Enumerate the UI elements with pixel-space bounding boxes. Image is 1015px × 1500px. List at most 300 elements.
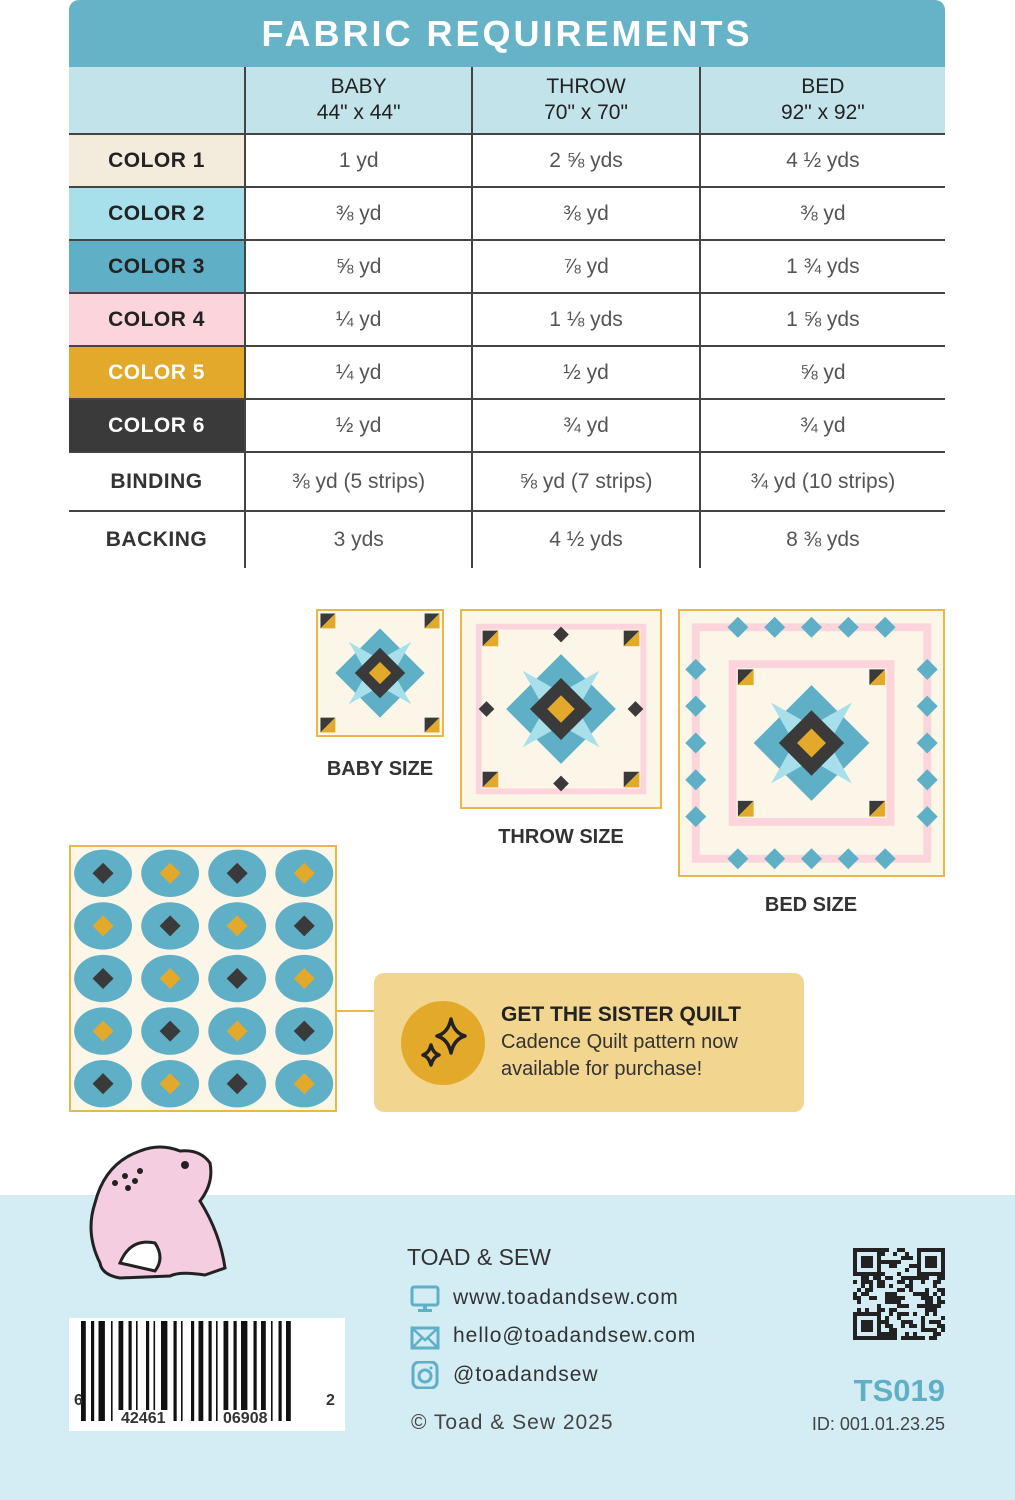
qr-module	[897, 1248, 901, 1252]
qr-module	[917, 1304, 921, 1308]
qr-module	[917, 1256, 921, 1260]
qr-module	[909, 1324, 913, 1328]
qr-module	[853, 1328, 857, 1332]
barcode-bar	[261, 1321, 266, 1421]
qr-module	[885, 1320, 889, 1324]
qr-module	[909, 1320, 913, 1324]
quilt-patch	[801, 848, 822, 869]
qr-module	[897, 1260, 901, 1264]
barcode-bar	[271, 1321, 273, 1421]
qr-module	[933, 1292, 937, 1296]
qr-module	[897, 1296, 901, 1300]
qr-module	[913, 1292, 917, 1296]
qr-module	[877, 1320, 881, 1324]
qr-module	[893, 1264, 897, 1268]
table-header-row	[69, 67, 945, 134]
instagram-icon	[410, 1361, 440, 1389]
qr-module	[853, 1256, 857, 1260]
qr-module	[861, 1312, 865, 1316]
qr-module	[893, 1260, 897, 1264]
quilt-patch	[685, 696, 706, 717]
barcode-bar	[161, 1321, 167, 1421]
qr-module	[917, 1260, 921, 1264]
qr-module	[865, 1312, 869, 1316]
qr-module	[925, 1276, 929, 1280]
qr-module	[937, 1304, 941, 1308]
table-row	[69, 187, 945, 240]
qr-module	[933, 1332, 937, 1336]
row-label: COLOR 4	[69, 293, 245, 346]
qr-module	[921, 1292, 925, 1296]
qr-module	[865, 1276, 869, 1280]
qr-module	[933, 1256, 937, 1260]
qr-module	[897, 1312, 901, 1316]
qr-module	[913, 1312, 917, 1316]
qr-module	[937, 1300, 941, 1304]
qr-module	[861, 1324, 865, 1328]
qr-module	[917, 1276, 921, 1280]
qr-module	[853, 1320, 857, 1324]
qr-module	[853, 1292, 857, 1296]
qr-module	[937, 1296, 941, 1300]
qr-module	[933, 1280, 937, 1284]
qr-module	[929, 1308, 933, 1312]
qr-module	[897, 1300, 901, 1304]
header-baby	[245, 67, 472, 134]
qr-module	[925, 1304, 929, 1308]
qr-module	[901, 1312, 905, 1316]
barcode-bar	[254, 1321, 257, 1421]
qr-module	[893, 1292, 897, 1296]
qr-module	[877, 1324, 881, 1328]
table-cell: 1 yd	[245, 134, 472, 187]
qr-module	[857, 1300, 861, 1304]
barcode-bar	[209, 1321, 212, 1421]
qr-module	[861, 1256, 865, 1260]
qr-module	[933, 1308, 937, 1312]
callout-line1: Cadence Quilt pattern now	[501, 1031, 738, 1053]
qr-module	[941, 1324, 945, 1328]
qr-module	[881, 1284, 885, 1288]
qr-module	[929, 1256, 933, 1260]
barcode-bar	[224, 1321, 229, 1421]
quilt-patch	[685, 732, 706, 753]
qr-module	[929, 1300, 933, 1304]
qr-module	[877, 1272, 881, 1276]
qr-module	[933, 1312, 937, 1316]
qr-module	[881, 1260, 885, 1264]
throw-size-label: THROW SIZE	[498, 826, 624, 848]
qr-module	[877, 1284, 881, 1288]
qr-module	[877, 1332, 881, 1336]
qr-module	[941, 1292, 945, 1296]
qr-module	[929, 1320, 933, 1324]
qr-module	[877, 1276, 881, 1280]
qr-module	[921, 1276, 925, 1280]
qr-module	[925, 1288, 929, 1292]
barcode-bar	[146, 1321, 149, 1421]
qr-module	[857, 1312, 861, 1316]
qr-module	[941, 1260, 945, 1264]
table-cell: 4 ½ yds	[472, 511, 699, 568]
qr-module	[909, 1256, 913, 1260]
table-cell: ¼ yd	[245, 346, 472, 399]
callout-connector	[337, 1010, 374, 1012]
cadence-quilt-image	[69, 845, 337, 1112]
qr-module	[877, 1252, 881, 1256]
qr-module	[865, 1336, 869, 1340]
qr-module	[881, 1332, 885, 1336]
qr-module	[877, 1336, 881, 1340]
qr-module	[861, 1280, 865, 1284]
barcode-bar	[279, 1321, 282, 1421]
qr-module	[877, 1312, 881, 1316]
qr-module	[869, 1324, 873, 1328]
qr-module	[937, 1332, 941, 1336]
quilt-patch	[838, 848, 859, 869]
qr-module	[877, 1260, 881, 1264]
barcode-last-digit: 2	[326, 1392, 335, 1409]
qr-module	[925, 1248, 929, 1252]
qr-module	[865, 1264, 869, 1268]
qr-module	[917, 1248, 921, 1252]
qr-module	[905, 1256, 909, 1260]
barcode-bar	[199, 1321, 204, 1421]
qr-module	[901, 1248, 905, 1252]
barcode-bar	[191, 1321, 194, 1421]
table-cell: 1 ⅝ yds	[700, 293, 945, 346]
baby-size-label: BABY SIZE	[326, 758, 434, 780]
qr-module	[873, 1296, 877, 1300]
barcode-bar	[119, 1321, 124, 1421]
qr-module	[865, 1272, 869, 1276]
qr-module	[877, 1308, 881, 1312]
qr-module	[853, 1260, 857, 1264]
table-cell: ¾ yd (10 strips)	[700, 452, 945, 511]
quilt-patch	[764, 848, 785, 869]
table-row	[69, 399, 945, 452]
qr-module	[937, 1272, 941, 1276]
qr-module	[929, 1336, 933, 1340]
qr-module	[913, 1276, 917, 1280]
qr-module	[881, 1308, 885, 1312]
qr-module	[853, 1324, 857, 1328]
row-label: COLOR 6	[69, 399, 245, 452]
header-throw	[472, 67, 699, 134]
quilt-patch	[685, 806, 706, 827]
quilt-patch	[875, 617, 896, 638]
qr-module	[933, 1284, 937, 1288]
qr-module	[873, 1248, 877, 1252]
qr-module	[925, 1264, 929, 1268]
table-cell: ⅜ yd	[245, 187, 472, 240]
sister-quilt-callout[interactable]	[374, 973, 804, 1112]
qr-module	[857, 1336, 861, 1340]
table-row	[69, 134, 945, 187]
copyright: © Toad & Sew 2025	[411, 1411, 614, 1434]
table-cell: ¾ yd	[472, 399, 699, 452]
quilt-patch	[917, 769, 938, 790]
qr-code[interactable]	[853, 1248, 945, 1340]
qr-module	[921, 1320, 925, 1324]
email-link[interactable]: hello@toadandsew.com	[453, 1324, 697, 1347]
quilt-patch	[838, 617, 859, 638]
quilt-patch	[801, 617, 822, 638]
qr-module	[889, 1300, 893, 1304]
website-link[interactable]: www.toadandsew.com	[453, 1286, 679, 1309]
qr-module	[937, 1276, 941, 1280]
qr-module	[897, 1304, 901, 1308]
qr-module	[865, 1280, 869, 1284]
monitor-icon	[410, 1285, 440, 1313]
callout-line2: available for purchase!	[501, 1058, 703, 1080]
qr-module	[869, 1288, 873, 1292]
qr-module	[929, 1260, 933, 1264]
qr-module	[881, 1336, 885, 1340]
baby-quilt-image	[316, 609, 444, 737]
table-cell: ½ yd	[472, 346, 699, 399]
qr-module	[917, 1272, 921, 1276]
qr-module	[853, 1296, 857, 1300]
table-row	[69, 452, 945, 511]
qr-module	[893, 1252, 897, 1256]
qr-module	[929, 1272, 933, 1276]
qr-module	[869, 1320, 873, 1324]
qr-module	[889, 1312, 893, 1316]
qr-module	[913, 1332, 917, 1336]
qr-module	[885, 1316, 889, 1320]
qr-module	[861, 1276, 865, 1280]
fabric-requirements-table	[69, 67, 945, 568]
qr-module	[933, 1328, 937, 1332]
qr-module	[905, 1332, 909, 1336]
qr-module	[869, 1312, 873, 1316]
table-cell: ½ yd	[245, 399, 472, 452]
qr-module	[901, 1256, 905, 1260]
qr-module	[933, 1272, 937, 1276]
qr-module	[861, 1248, 865, 1252]
qr-module	[881, 1272, 885, 1276]
qr-module	[941, 1276, 945, 1280]
qr-module	[933, 1336, 937, 1340]
qr-module	[901, 1336, 905, 1340]
qr-module	[913, 1336, 917, 1340]
qr-module	[861, 1320, 865, 1324]
envelope-icon	[410, 1324, 440, 1352]
qr-module	[921, 1304, 925, 1308]
table-row	[69, 511, 945, 568]
qr-module	[929, 1296, 933, 1300]
qr-module	[877, 1256, 881, 1260]
qr-module	[857, 1296, 861, 1300]
qr-module	[877, 1304, 881, 1308]
qr-module	[921, 1248, 925, 1252]
qr-module	[917, 1264, 921, 1268]
table-row	[69, 293, 945, 346]
qr-module	[897, 1280, 901, 1284]
qr-module	[893, 1308, 897, 1312]
row-label: BACKING	[69, 511, 245, 568]
qr-module	[889, 1284, 893, 1288]
quilt-patch	[875, 848, 896, 869]
qr-module	[853, 1316, 857, 1320]
qr-module	[893, 1328, 897, 1332]
qr-module	[853, 1268, 857, 1272]
qr-module	[929, 1328, 933, 1332]
qr-module	[869, 1296, 873, 1300]
row-label: COLOR 3	[69, 240, 245, 293]
toad-mascot-icon	[80, 1143, 230, 1283]
quilt-patch	[727, 617, 748, 638]
qr-module	[881, 1248, 885, 1252]
qr-module	[861, 1264, 865, 1268]
table-cell: 1 ⅛ yds	[472, 293, 699, 346]
qr-module	[861, 1336, 865, 1340]
qr-module	[933, 1248, 937, 1252]
qr-module	[909, 1288, 913, 1292]
qr-module	[861, 1292, 865, 1296]
qr-module	[873, 1272, 877, 1276]
table-cell: ⅜ yd (5 strips)	[245, 452, 472, 511]
page-title: FABRIC REQUIREMENTS	[69, 0, 945, 68]
qr-module	[905, 1252, 909, 1256]
qr-module	[869, 1336, 873, 1340]
qr-module	[917, 1292, 921, 1296]
qr-module	[925, 1300, 929, 1304]
qr-module	[941, 1256, 945, 1260]
col-size: 70" x 70"	[544, 101, 628, 124]
qr-module	[877, 1328, 881, 1332]
qr-module	[925, 1256, 929, 1260]
qr-module	[913, 1324, 917, 1328]
qr-module	[861, 1260, 865, 1264]
qr-module	[873, 1336, 877, 1340]
qr-module	[941, 1272, 945, 1276]
qr-module	[933, 1264, 937, 1268]
qr-module	[921, 1324, 925, 1328]
qr-module	[901, 1320, 905, 1324]
qr-module	[853, 1272, 857, 1276]
qr-module	[941, 1300, 945, 1304]
qr-module	[865, 1292, 869, 1296]
qr-module	[857, 1272, 861, 1276]
qr-module	[889, 1332, 893, 1336]
qr-module	[865, 1324, 869, 1328]
qr-module	[885, 1276, 889, 1280]
qr-module	[869, 1260, 873, 1264]
qr-module	[921, 1272, 925, 1276]
qr-module	[901, 1276, 905, 1280]
qr-module	[937, 1280, 941, 1284]
qr-module	[917, 1252, 921, 1256]
qr-module	[909, 1280, 913, 1284]
qr-module	[893, 1336, 897, 1340]
qr-module	[869, 1284, 873, 1288]
qr-module	[901, 1296, 905, 1300]
qr-module	[941, 1288, 945, 1292]
table-cell: ⅞ yd	[472, 240, 699, 293]
quilt-patch	[917, 806, 938, 827]
qr-module	[905, 1320, 909, 1324]
qr-module	[857, 1248, 861, 1252]
qr-module	[877, 1268, 881, 1272]
qr-module	[869, 1328, 873, 1332]
qr-module	[921, 1328, 925, 1332]
qr-module	[929, 1248, 933, 1252]
qr-module	[865, 1288, 869, 1292]
barcode-right-digits: 06908	[220, 1410, 271, 1428]
barcode-bar	[129, 1321, 132, 1421]
barcode-bar	[174, 1321, 177, 1421]
qr-module	[869, 1256, 873, 1260]
product-id: ID: 001.01.23.25	[811, 1414, 945, 1434]
barcode-first-digit: 6	[74, 1392, 83, 1409]
row-label: COLOR 1	[69, 134, 245, 187]
barcode-bar	[136, 1321, 138, 1421]
qr-module	[881, 1320, 885, 1324]
table-cell: ¼ yd	[245, 293, 472, 346]
qr-module	[865, 1308, 869, 1312]
qr-module	[941, 1248, 945, 1252]
qr-module	[885, 1260, 889, 1264]
qr-module	[893, 1296, 897, 1300]
qr-module	[885, 1292, 889, 1296]
barcode-bar	[154, 1321, 156, 1421]
qr-module	[921, 1316, 925, 1320]
social-handle[interactable]: @toadandsew	[453, 1363, 599, 1386]
barcode-bar	[234, 1321, 237, 1421]
qr-module	[925, 1272, 929, 1276]
barcode-bar	[216, 1321, 218, 1421]
qr-module	[881, 1280, 885, 1284]
qr-module	[865, 1248, 869, 1252]
table-cell: 3 yds	[245, 511, 472, 568]
table-cell: ⅝ yd (7 strips)	[472, 452, 699, 511]
barcode-bar	[286, 1321, 291, 1421]
qr-module	[917, 1268, 921, 1272]
qr-module	[869, 1280, 873, 1284]
product-code: TS019	[853, 1373, 945, 1408]
qr-module	[877, 1280, 881, 1284]
qr-module	[869, 1248, 873, 1252]
qr-module	[877, 1316, 881, 1320]
table-cell: 4 ½ yds	[700, 134, 945, 187]
quilt-patch	[764, 617, 785, 638]
brand-name: TOAD & SEW	[407, 1244, 551, 1270]
qr-module	[929, 1264, 933, 1268]
table-row	[69, 240, 945, 293]
qr-module	[885, 1296, 889, 1300]
qr-module	[857, 1288, 861, 1292]
table-row	[69, 346, 945, 399]
qr-module	[889, 1336, 893, 1340]
qr-module	[857, 1308, 861, 1312]
qr-module	[937, 1320, 941, 1324]
qr-module	[853, 1264, 857, 1268]
qr-module	[865, 1256, 869, 1260]
barcode-bar	[241, 1321, 247, 1421]
qr-module	[865, 1328, 869, 1332]
qr-module	[861, 1328, 865, 1332]
qr-module	[853, 1280, 857, 1284]
quilt-patch	[685, 769, 706, 790]
qr-module	[929, 1304, 933, 1308]
qr-module	[897, 1272, 901, 1276]
sparkle-icon	[401, 1001, 485, 1085]
barcode-bar	[111, 1321, 113, 1421]
qr-module	[941, 1268, 945, 1272]
qr-module	[889, 1264, 893, 1268]
